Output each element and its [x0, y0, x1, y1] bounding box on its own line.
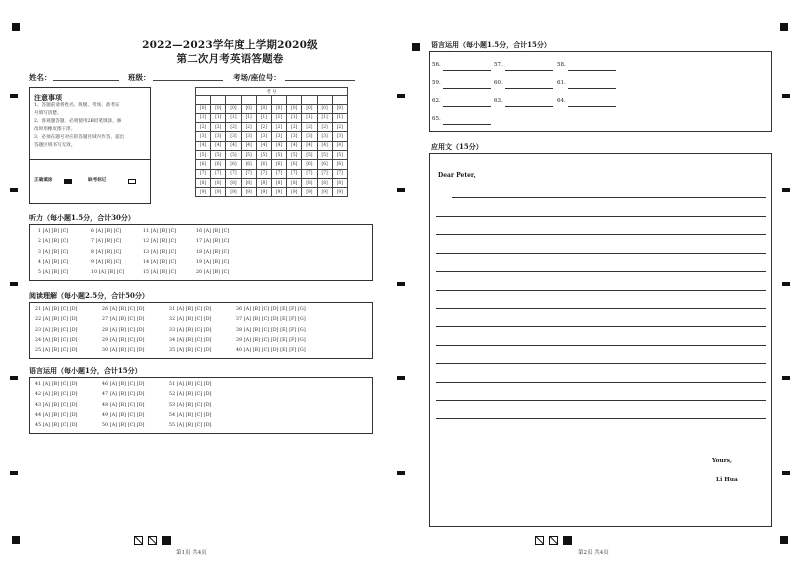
answer-option-row[interactable]: 27 [A] [B] [C] [D] [102, 317, 145, 323]
exam-digit-bubble[interactable]: [5] [196, 150, 211, 159]
exam-digit-bubble[interactable]: [4] [256, 141, 271, 150]
exam-digit-bubble[interactable]: [8] [271, 178, 286, 187]
answer-option-row[interactable]: 16 [A] [B] [C] [196, 229, 230, 234]
answer-option-row[interactable]: 44 [A] [B] [C] [D] [35, 412, 78, 418]
answer-option-row[interactable]: 13 [A] [B] [C] [143, 249, 177, 255]
writing-line[interactable] [436, 253, 766, 254]
answer-option-row[interactable]: 24 [A] [B] [C] [D] [35, 337, 78, 343]
answer-option-row[interactable]: 4 [A] [B] [C] [38, 259, 69, 265]
exam-number-grid [195, 87, 348, 197]
blank-answer-field[interactable] [443, 88, 491, 89]
notes-title: 注意事项 [34, 93, 62, 102]
exam-digit-bubble[interactable]: [7] [271, 169, 286, 178]
exam-digit-bubble[interactable]: [6] [317, 160, 332, 169]
exam-digit-bubble[interactable]: [1] [271, 113, 286, 122]
answer-option-row[interactable]: 14 [A] [B] [C] [143, 259, 177, 265]
exam-digit-bubble[interactable]: [5] [302, 150, 317, 159]
exam-digit-box[interactable] [302, 96, 317, 105]
writing-line[interactable] [436, 308, 766, 309]
exam-digit-bubble[interactable]: [7] [196, 169, 211, 178]
room-seat-label: 考场/座位号： [233, 73, 281, 82]
exam-digit-bubble[interactable]: [2] [241, 123, 256, 132]
notes-line: 3、必须在题号对应的答题区域内作答，超出 [34, 135, 125, 140]
exam-digit-bubble[interactable]: [3] [211, 132, 226, 141]
answer-option-row[interactable]: 20 [A] [B] [C] [196, 270, 230, 276]
answer-option-row[interactable]: 51 [A] [B] [C] [D] [169, 382, 212, 387]
timing-mark [10, 471, 18, 475]
exam-digit-bubble[interactable]: [4] [302, 141, 317, 150]
blank-number: 59. [432, 80, 441, 86]
blank-answer-field[interactable] [505, 88, 553, 89]
answer-option-row[interactable]: 43 [A] [B] [C] [D] [35, 402, 78, 408]
class-label: 班级： [128, 73, 151, 82]
exam-digit-bubble[interactable]: [2] [332, 123, 347, 132]
exam-digit-bubble[interactable]: [8] [256, 178, 271, 187]
exam-digit-bubble[interactable]: [8] [287, 178, 302, 187]
exam-digit-bubble[interactable]: [2] [302, 123, 317, 132]
exam-digit-bubble[interactable]: [0] [211, 104, 226, 113]
blank-answer-field[interactable] [568, 70, 616, 71]
exam-digit-bubble[interactable]: [5] [226, 150, 241, 159]
answer-option-row[interactable]: 21 [A] [B] [C] [D] [35, 307, 78, 312]
exam-digit-bubble[interactable]: [1] [226, 113, 241, 122]
exam-digit-bubble[interactable]: [7] [302, 169, 317, 178]
writing-line[interactable] [436, 216, 766, 217]
exam-digit-bubble[interactable]: [2] [256, 123, 271, 132]
exam-digit-bubble[interactable]: [4] [332, 141, 347, 150]
exam-digit-bubble[interactable]: [1] [196, 113, 211, 122]
exam-digit-bubble[interactable]: [0] [271, 104, 286, 113]
exam-digit-bubble[interactable]: [5] [332, 150, 347, 159]
exam-digit-bubble[interactable]: [5] [241, 150, 256, 159]
exam-digit-bubble[interactable]: [2] [317, 123, 332, 132]
notes-divider [29, 159, 151, 160]
exam-digit-bubble[interactable]: [9] [226, 188, 241, 197]
exam-digit-bubble[interactable]: [5] [211, 150, 226, 159]
answer-option-row[interactable]: 22 [A] [B] [C] [D] [35, 317, 78, 323]
exam-digit-bubble[interactable]: [1] [332, 113, 347, 122]
exam-digit-box[interactable] [241, 96, 256, 105]
exam-digit-bubble[interactable]: [1] [302, 113, 317, 122]
exam-digit-bubble[interactable]: [3] [226, 132, 241, 141]
answer-option-row[interactable]: 49 [A] [B] [C] [D] [102, 412, 145, 418]
name-label: 姓名： [29, 73, 52, 82]
exam-digit-bubble[interactable]: [0] [332, 104, 347, 113]
answer-option-row[interactable]: 5 [A] [B] [C] [38, 270, 69, 276]
answer-option-row[interactable]: 8 [A] [B] [C] [91, 249, 122, 255]
notes-line: 改时用橡皮擦干净。 [34, 127, 76, 132]
exam-digit-bubble[interactable]: [9] [287, 188, 302, 197]
writing-line[interactable] [436, 363, 766, 364]
exam-digit-box[interactable] [271, 96, 286, 105]
blank-number: 61. [557, 80, 566, 86]
timing-mark [782, 188, 790, 192]
blank-number: 64. [557, 98, 566, 104]
language-use-blanks-box [429, 51, 772, 132]
exam-digit-bubble[interactable]: [3] [271, 132, 286, 141]
timing-mark [10, 188, 18, 192]
language-use-mc-title: 语言运用（每小题1分，合计15分） [29, 366, 142, 375]
timing-mark [397, 188, 405, 192]
class-field[interactable] [153, 80, 223, 81]
answer-option-row[interactable]: 26 [A] [B] [C] [D] [102, 307, 145, 312]
exam-digit-box[interactable] [196, 96, 211, 105]
writing-line[interactable] [436, 345, 766, 346]
exam-digit-bubble[interactable]: [4] [226, 141, 241, 150]
answer-option-row[interactable]: 40 [A] [B] [C] [D] [E] [F] [G] [236, 348, 306, 354]
corner-mark [412, 43, 420, 51]
answer-option-row[interactable]: 38 [A] [B] [C] [D] [E] [F] [G] [236, 327, 306, 333]
exam-digit-bubble[interactable]: [6] [287, 160, 302, 169]
timing-mark [10, 376, 18, 380]
answer-option-row[interactable]: 7 [A] [B] [C] [91, 239, 122, 245]
exam-digit-bubble[interactable]: [9] [332, 188, 347, 197]
page-code-mark [549, 536, 558, 545]
exam-digit-bubble[interactable]: [9] [271, 188, 286, 197]
exam-digit-bubble[interactable]: [3] [317, 132, 332, 141]
timing-mark [10, 94, 18, 98]
absent-mark-box[interactable] [128, 179, 136, 184]
answer-option-row[interactable]: 53 [A] [B] [C] [D] [169, 402, 212, 408]
answer-option-row[interactable]: 3 [A] [B] [C] [38, 249, 69, 255]
exam-digit-bubble[interactable]: [7] [256, 169, 271, 178]
corner-mark [12, 23, 20, 31]
blank-answer-field[interactable] [568, 88, 616, 89]
page-code-mark [148, 536, 157, 545]
answer-option-row[interactable]: 34 [A] [B] [C] [D] [169, 337, 212, 343]
writing-line[interactable] [436, 400, 766, 401]
blank-number: 65. [432, 116, 441, 122]
exam-digit-bubble[interactable]: [9] [302, 188, 317, 197]
writing-line[interactable] [436, 382, 766, 383]
exam-digit-bubble[interactable]: [9] [256, 188, 271, 197]
reading-title: 阅读理解（每小题2.5分，合计50分） [29, 291, 149, 300]
notes-line: 1、答题前请将姓名、班级、考场、准考证 [34, 103, 120, 108]
answer-option-row[interactable]: 54 [A] [B] [C] [D] [169, 412, 212, 418]
exam-digit-bubble[interactable]: [9] [317, 188, 332, 197]
exam-digit-bubble[interactable]: [2] [271, 123, 286, 132]
answer-option-row[interactable]: 19 [A] [B] [C] [196, 259, 230, 265]
writing-box [429, 153, 772, 527]
answer-option-row[interactable]: 46 [A] [B] [C] [D] [102, 382, 145, 387]
timing-mark [782, 282, 790, 286]
blank-answer-field[interactable] [505, 106, 553, 107]
exam-digit-bubble[interactable]: [3] [302, 132, 317, 141]
exam-digit-bubble[interactable]: [6] [226, 160, 241, 169]
exam-digit-bubble[interactable]: [1] [317, 113, 332, 122]
page-title: 2022—2023学年度上学期2020级 [142, 39, 318, 51]
name-field[interactable] [53, 80, 119, 81]
writing-line[interactable] [436, 234, 766, 235]
exam-digit-bubble[interactable]: [2] [211, 123, 226, 132]
answer-option-row[interactable]: 33 [A] [B] [C] [D] [169, 327, 212, 333]
letter-signature: Li Hua [716, 477, 738, 483]
exam-digit-bubble[interactable]: [4] [196, 141, 211, 150]
writing-line[interactable] [452, 197, 766, 198]
timing-mark [782, 376, 790, 380]
exam-digit-bubble[interactable]: [2] [226, 123, 241, 132]
blank-answer-field[interactable] [568, 106, 616, 107]
exam-digit-bubble[interactable]: [0] [287, 104, 302, 113]
exam-digit-bubble[interactable]: [8] [317, 178, 332, 187]
notes-line: 2、客观题答题，必须使用2B铅笔填涂，修 [34, 119, 122, 124]
answer-option-row[interactable]: 35 [A] [B] [C] [D] [169, 348, 212, 354]
exam-digit-bubble[interactable]: [8] [241, 178, 256, 187]
page-code-mark [134, 536, 143, 545]
exam-digit-bubble[interactable]: [6] [211, 160, 226, 169]
exam-digit-bubble[interactable]: [9] [211, 188, 226, 197]
exam-digit-bubble[interactable]: [6] [196, 160, 211, 169]
exam-digit-bubble[interactable]: [4] [271, 141, 286, 150]
blank-answer-field[interactable] [443, 124, 491, 125]
exam-digit-bubble[interactable]: [5] [287, 150, 302, 159]
writing-line[interactable] [436, 326, 766, 327]
writing-line[interactable] [436, 418, 766, 419]
letter-greeting: Dear Peter, [438, 172, 476, 179]
corner-mark [780, 23, 788, 31]
exam-digit-bubble[interactable]: [2] [287, 123, 302, 132]
answer-option-row[interactable]: 23 [A] [B] [C] [D] [35, 327, 78, 333]
answer-option-row[interactable]: 32 [A] [B] [C] [D] [169, 317, 212, 323]
exam-digit-bubble[interactable]: [9] [196, 188, 211, 197]
exam-digit-bubble[interactable]: [7] [287, 169, 302, 178]
exam-digit-bubble[interactable]: [7] [317, 169, 332, 178]
exam-digit-bubble[interactable]: [4] [241, 141, 256, 150]
answer-option-row[interactable]: 47 [A] [B] [C] [D] [102, 392, 145, 398]
page-code-mark [162, 536, 171, 545]
blank-number: 58. [557, 62, 566, 68]
answer-option-row[interactable]: 30 [A] [B] [C] [D] [102, 348, 145, 354]
exam-digit-bubble[interactable]: [7] [226, 169, 241, 178]
exam-digit-box[interactable] [226, 96, 241, 105]
exam-digit-box[interactable] [332, 96, 347, 105]
notes-line: 答题区域书写无效。 [34, 143, 76, 148]
exam-digit-bubble[interactable]: [1] [256, 113, 271, 122]
filled-bubble-sample [64, 179, 72, 184]
exam-digit-bubble[interactable]: [4] [317, 141, 332, 150]
exam-digit-box[interactable] [211, 96, 226, 105]
blank-number: 62. [432, 98, 441, 104]
answer-option-row[interactable]: 28 [A] [B] [C] [D] [102, 327, 145, 333]
timing-mark [397, 94, 405, 98]
answer-option-row[interactable]: 12 [A] [B] [C] [143, 239, 177, 245]
writing-line[interactable] [436, 290, 766, 291]
answer-option-row[interactable]: 1 [A] [B] [C] [38, 229, 69, 234]
exam-digit-bubble[interactable]: [6] [271, 160, 286, 169]
exam-digit-bubble[interactable]: [7] [211, 169, 226, 178]
exam-digit-bubble[interactable]: [9] [241, 188, 256, 197]
listening-title: 听力（每小题1.5分，合计30分） [29, 213, 135, 222]
exam-number-header: 考 号 [196, 88, 348, 96]
answer-option-row[interactable]: 52 [A] [B] [C] [D] [169, 392, 212, 398]
timing-mark [397, 471, 405, 475]
exam-digit-bubble[interactable]: [3] [241, 132, 256, 141]
exam-digit-bubble[interactable]: [3] [196, 132, 211, 141]
exam-digit-box[interactable] [287, 96, 302, 105]
exam-digit-bubble[interactable]: [6] [241, 160, 256, 169]
answer-option-row[interactable]: 25 [A] [B] [C] [D] [35, 348, 78, 354]
blank-number: 57. [494, 62, 503, 68]
notes-line: 号填写清楚。 [34, 111, 62, 116]
exam-digit-bubble[interactable]: [8] [211, 178, 226, 187]
answer-option-row[interactable]: 31 [A] [B] [C] [D] [169, 307, 212, 312]
answer-option-row[interactable]: 39 [A] [B] [C] [D] [E] [F] [G] [236, 337, 306, 343]
answer-option-row[interactable]: 18 [A] [B] [C] [196, 249, 230, 255]
exam-digit-bubble[interactable]: [3] [332, 132, 347, 141]
page-code-mark [563, 536, 572, 545]
answer-option-row[interactable]: 50 [A] [B] [C] [D] [102, 423, 145, 429]
timing-mark [10, 282, 18, 286]
correct-fill-label: 正确填涂 [34, 178, 53, 183]
room-seat-field[interactable] [285, 80, 355, 81]
exam-digit-bubble[interactable]: [0] [241, 104, 256, 113]
corner-mark [12, 536, 20, 544]
answer-option-row[interactable]: 11 [A] [B] [C] [143, 229, 177, 234]
answer-option-row[interactable]: 6 [A] [B] [C] [91, 229, 122, 234]
exam-digit-bubble[interactable]: [6] [256, 160, 271, 169]
blank-number: 63. [494, 98, 503, 104]
exam-digit-bubble[interactable]: [8] [332, 178, 347, 187]
exam-digit-bubble[interactable]: [1] [241, 113, 256, 122]
answer-option-row[interactable]: 55 [A] [B] [C] [D] [169, 423, 212, 429]
exam-digit-box[interactable] [256, 96, 271, 105]
exam-digit-bubble[interactable]: [0] [226, 104, 241, 113]
exam-digit-bubble[interactable]: [8] [196, 178, 211, 187]
timing-mark [782, 471, 790, 475]
timing-mark [782, 94, 790, 98]
exam-digit-bubble[interactable]: [2] [196, 123, 211, 132]
answer-option-row[interactable]: 41 [A] [B] [C] [D] [35, 382, 78, 387]
answer-option-row[interactable]: 37 [A] [B] [C] [D] [E] [F] [G] [236, 317, 306, 323]
answer-option-row[interactable]: 29 [A] [B] [C] [D] [102, 337, 145, 343]
answer-option-row[interactable]: 15 [A] [B] [C] [143, 270, 177, 276]
footer-page-left: 第1页 共4页 [176, 550, 207, 556]
corner-mark [780, 536, 788, 544]
answer-option-row[interactable]: 36 [A] [B] [C] [D] [E] [F] [G] [236, 307, 306, 312]
exam-digit-bubble[interactable]: [5] [271, 150, 286, 159]
blank-number: 56. [432, 62, 441, 68]
answer-option-row[interactable]: 2 [A] [B] [C] [38, 239, 69, 245]
exam-digit-box[interactable] [317, 96, 332, 105]
exam-digit-bubble[interactable]: [6] [302, 160, 317, 169]
exam-digit-bubble[interactable]: [0] [196, 104, 211, 113]
timing-mark [397, 376, 405, 380]
page-code-mark [535, 536, 544, 545]
footer-page-right: 第2页 共4页 [578, 550, 609, 556]
absent-mark-label: 缺考标记 [88, 178, 107, 183]
exam-digit-bubble[interactable]: [8] [302, 178, 317, 187]
answer-option-row[interactable]: 17 [A] [B] [C] [196, 239, 230, 245]
blank-answer-field[interactable] [443, 106, 491, 107]
answer-option-row[interactable]: 42 [A] [B] [C] [D] [35, 392, 78, 398]
writing-line[interactable] [436, 271, 766, 272]
exam-digit-bubble[interactable]: [6] [332, 160, 347, 169]
exam-digit-bubble[interactable]: [7] [332, 169, 347, 178]
exam-digit-bubble[interactable]: [0] [317, 104, 332, 113]
letter-closing: Yours, [712, 458, 733, 464]
exam-digit-bubble[interactable]: [0] [256, 104, 271, 113]
blank-number: 60. [494, 80, 503, 86]
exam-digit-bubble[interactable]: [4] [211, 141, 226, 150]
exam-digit-bubble[interactable]: [3] [256, 132, 271, 141]
timing-mark [397, 282, 405, 286]
exam-digit-bubble[interactable]: [1] [211, 113, 226, 122]
exam-digit-bubble[interactable]: [4] [287, 141, 302, 150]
answer-option-row[interactable]: 45 [A] [B] [C] [D] [35, 423, 78, 429]
blank-answer-field[interactable] [443, 70, 491, 71]
page-subtitle: 第二次月考英语答题卷 [176, 53, 284, 65]
blank-answer-field[interactable] [505, 70, 553, 71]
answer-option-row[interactable]: 9 [A] [B] [C] [91, 259, 122, 265]
exam-digit-bubble[interactable]: [7] [241, 169, 256, 178]
exam-digit-bubble[interactable]: [5] [317, 150, 332, 159]
answer-option-row[interactable]: 48 [A] [B] [C] [D] [102, 402, 145, 408]
exam-digit-bubble[interactable]: [1] [287, 113, 302, 122]
exam-digit-bubble[interactable]: [5] [256, 150, 271, 159]
language-use-blanks-title: 语言运用（每小题1.5分，合计15分） [431, 40, 551, 49]
exam-digit-bubble[interactable]: [3] [287, 132, 302, 141]
exam-digit-bubble[interactable]: [8] [226, 178, 241, 187]
exam-digit-bubble[interactable]: [0] [302, 104, 317, 113]
writing-title: 应用文（15分） [431, 142, 483, 151]
answer-option-row[interactable]: 10 [A] [B] [C] [91, 270, 125, 276]
